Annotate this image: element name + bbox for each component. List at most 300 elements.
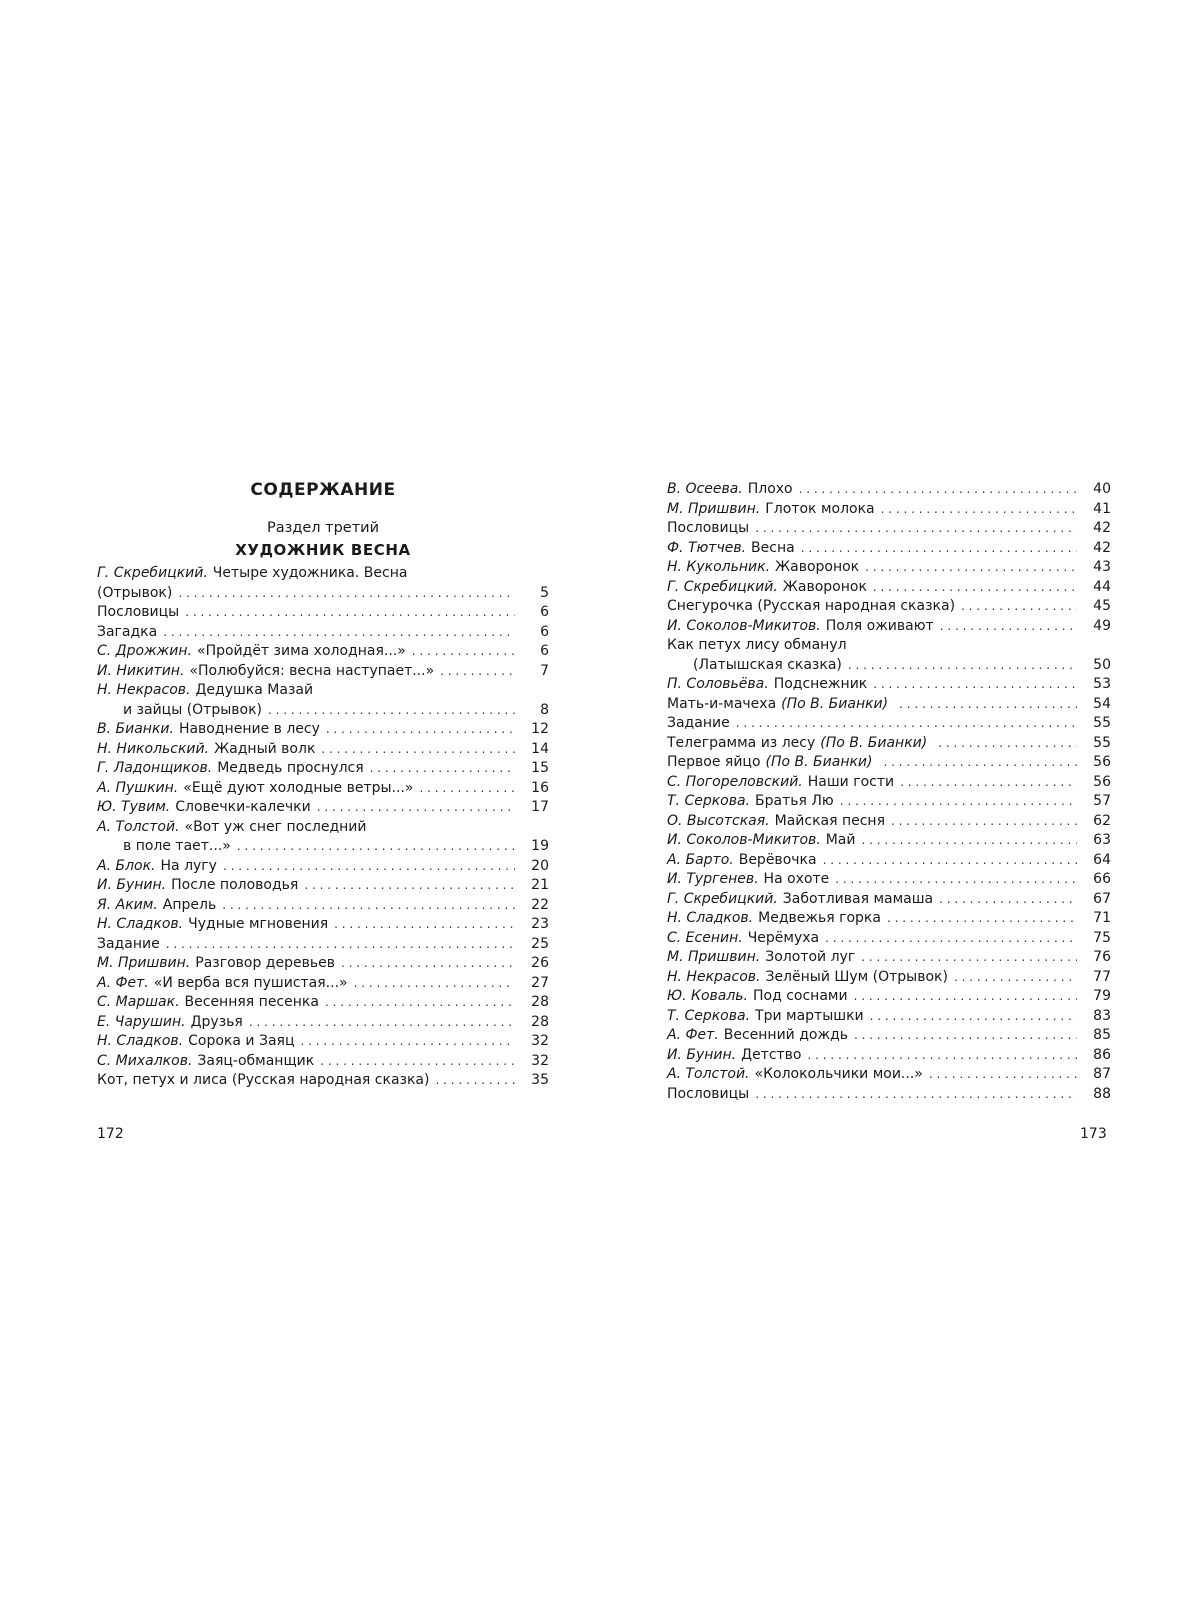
toc-entry-author: Т. Серкова.: [667, 793, 751, 809]
toc-entry-page: 54: [1093, 695, 1111, 712]
toc-entry-author: С. Погореловский.: [667, 773, 803, 790]
toc-entry: [97, 798, 549, 818]
toc-entry-page: 42: [1093, 520, 1111, 536]
toc-entry: [667, 851, 1111, 871]
toc-entry-title: Верёвочка: [738, 851, 817, 868]
toc-entry-title: После половодья: [171, 877, 299, 893]
toc-entry: [667, 1085, 1111, 1105]
toc-entry-page: 62: [1093, 812, 1111, 829]
toc-entry-author: Н. Некрасов.: [667, 968, 761, 985]
page-number-right: 173: [1080, 1126, 1107, 1142]
toc-entry-leader: [178, 584, 515, 604]
toc-entry-leader: [222, 896, 515, 916]
toc-entry-leader: [326, 720, 515, 740]
toc-entry-page: 17: [531, 799, 549, 815]
toc-entry-author: А. Толстой.: [97, 818, 180, 835]
toc-entry-line: [667, 831, 1111, 851]
toc-entry-page: 71: [1093, 910, 1111, 926]
toc-entry-line: [97, 818, 549, 838]
toc-entry-author: И. Соколов-Микитов.: [667, 617, 821, 634]
toc-entry: [97, 876, 549, 896]
toc-entry: [97, 662, 549, 682]
toc-entry-title: Наши гости: [807, 773, 895, 790]
toc-entry-title-cont: (Отрывок): [97, 584, 173, 601]
toc-entry-title: Под соснами: [753, 988, 848, 1004]
toc-entry-leader: [929, 1065, 1077, 1085]
toc-entry-title-note: (По В. Бианки): [781, 695, 889, 712]
toc-entry-line: [97, 974, 549, 994]
toc-entry-line: [667, 1085, 1111, 1105]
toc-entry: [667, 1065, 1111, 1085]
toc-entry-page: 63: [1093, 832, 1111, 848]
toc-entry-title: Как петух лису обманул: [667, 637, 847, 653]
toc-entry-author: Н. Сладков.: [97, 916, 184, 932]
toc-entry-author: Н. Сладков.: [667, 910, 754, 926]
toc-entry-title: Снегурочка (Русская народная сказка): [667, 598, 956, 614]
toc-entry-title: Подснежник: [773, 676, 868, 692]
toc-list-right: [667, 480, 1111, 1104]
toc-entry-leader: [317, 798, 515, 818]
toc-entry-author: А. Блок.: [97, 857, 156, 874]
toc-entry-line: [97, 701, 549, 721]
toc-entry-line: [667, 714, 1111, 734]
left-page: [97, 480, 549, 1091]
toc-entry: [97, 915, 549, 935]
toc-entry-title: Сорока и Заяц: [188, 1033, 295, 1049]
toc-entry-line: [97, 740, 549, 760]
toc-entry-title: Детство: [741, 1046, 802, 1063]
toc-entry: [97, 1052, 549, 1072]
toc-entry-page: 49: [1093, 617, 1111, 634]
toc-entry-leader: [440, 662, 515, 682]
toc-entry-line: [667, 870, 1111, 890]
toc-entry-leader: [223, 857, 515, 877]
toc-entry-line: [97, 896, 549, 916]
toc-entry-page: 45: [1093, 598, 1111, 614]
section-title: ХУДОЖНИК ВЕСНА: [235, 541, 411, 559]
toc-entry-author: Т. Серкова.: [667, 1007, 751, 1024]
toc-entry: [667, 597, 1111, 617]
toc-entry-title: Братья Лю: [755, 793, 834, 809]
toc-entry-page: 28: [531, 1013, 549, 1030]
toc-entry-title: Мать-и-мачеха: [667, 695, 777, 712]
toc-entry: [97, 603, 549, 623]
toc-entry: [97, 993, 549, 1013]
toc-entry-line: [97, 584, 549, 604]
toc-list-left: [97, 564, 549, 1091]
toc-entry-page: 23: [531, 916, 549, 932]
toc-entry-page: 85: [1093, 1027, 1111, 1043]
toc-entry-page: 88: [1093, 1085, 1111, 1102]
toc-entry-author: А. Толстой.: [667, 1066, 750, 1082]
toc-entry-leader: [887, 909, 1077, 929]
toc-entry-line: [667, 675, 1111, 695]
toc-entry: [667, 519, 1111, 539]
toc-entry-line: [667, 500, 1111, 520]
toc-entry-line: [667, 968, 1111, 988]
toc-entry-leader: [870, 1007, 1077, 1027]
toc-entry-leader: [865, 558, 1077, 578]
toc-entry-page: 55: [1093, 715, 1111, 731]
toc-entry-title: Кот, петух и лиса (Русская народная сказка): [97, 1072, 430, 1088]
toc-entry-title-note: (По В. Бианки): [765, 754, 873, 770]
toc-entry-line: [667, 617, 1111, 637]
toc-entry-author: И. Никитин.: [97, 662, 185, 679]
toc-entry-author: И. Бунин.: [667, 1046, 737, 1063]
toc-entry-title: Дедушка Мазай: [195, 682, 314, 698]
page-number-left: 172: [97, 1126, 124, 1142]
toc-entry-author: В. Осеева.: [667, 481, 743, 497]
toc-entry-page: 19: [531, 838, 549, 854]
toc-entry-line: [97, 1052, 549, 1072]
toc-entry-author: Ю. Коваль.: [667, 988, 748, 1004]
toc-entry: [667, 1026, 1111, 1046]
toc-entry-line: [667, 948, 1111, 968]
toc-entry-page: 56: [1093, 773, 1111, 790]
toc-entry-page: 57: [1093, 793, 1111, 809]
toc-entry-page: 20: [531, 857, 549, 874]
toc-entry-page: 56: [1093, 754, 1111, 770]
toc-entry-leader: [354, 974, 515, 994]
toc-entry-author: В. Бианки.: [97, 721, 174, 737]
toc-entry-leader: [320, 1052, 515, 1072]
toc-entry-author: Ф. Тютчев.: [667, 539, 747, 556]
toc-entry-title: Жаворонок: [775, 559, 860, 575]
toc-entry-author: Я. Аким.: [97, 896, 158, 913]
toc-entry-line: [667, 812, 1111, 832]
toc-entry-leader: [419, 779, 515, 799]
toc-entry-line: [97, 564, 549, 584]
toc-entry-title: Плохо: [747, 481, 793, 497]
toc-entry-title: Поля оживают: [825, 617, 934, 634]
toc-entry: [97, 720, 549, 740]
toc-entry-author: С. Михалков.: [97, 1052, 193, 1069]
toc-entry-leader: [861, 948, 1077, 968]
toc-entry-author: С. Есенин.: [667, 929, 743, 946]
toc-entry: [97, 623, 549, 643]
toc-entry-title: Майская песня: [774, 812, 886, 829]
toc-entry-leader: [185, 603, 515, 623]
toc-entry-leader: [854, 987, 1077, 1007]
section-label: Раздел третий: [266, 520, 380, 536]
toc-entry-title: Три мартышки: [755, 1007, 864, 1024]
toc-entry-line: [667, 890, 1111, 910]
toc-entry-title: Задание: [667, 715, 730, 731]
toc-entry-page: 6: [540, 643, 549, 659]
toc-entry-line: [667, 929, 1111, 949]
toc-entry-title: Словечки-калечки: [175, 799, 311, 815]
toc-entry: [667, 812, 1111, 832]
toc-entry-author: А. Пушкин.: [97, 779, 179, 796]
toc-entry-leader: [166, 935, 515, 955]
toc-entry-page: 35: [531, 1072, 549, 1088]
toc-entry-title: «Вот уж снег последний: [184, 818, 367, 835]
toc-entry-leader: [884, 753, 1078, 773]
toc-entry-line: [667, 1026, 1111, 1046]
toc-entry: [667, 968, 1111, 988]
toc-entry-page: 83: [1093, 1007, 1111, 1024]
toc-entry-line: [667, 773, 1111, 793]
toc-entry-page: 77: [1093, 968, 1111, 985]
toc-entry-author: М. Пришвин.: [667, 500, 761, 517]
toc-entry-leader: [861, 831, 1077, 851]
toc-entry-page: 25: [531, 935, 549, 952]
toc-entry-title: «И верба вся пушистая...»: [153, 974, 348, 991]
toc-entry-title: «Пройдёт зима холодная...»: [197, 643, 406, 659]
toc-entry-page: 87: [1093, 1066, 1111, 1082]
toc-entry-title: Весна: [751, 539, 795, 556]
toc-entry-title: «Полюбуйся: весна наступает...»: [189, 662, 435, 679]
toc-entry-page: 79: [1093, 988, 1111, 1004]
toc-entry-line: [667, 851, 1111, 871]
toc-entry-page: 32: [531, 1033, 549, 1049]
toc-entry-page: 53: [1093, 676, 1111, 692]
toc-entry-line: [667, 558, 1111, 578]
toc-entry-page: 15: [531, 760, 549, 776]
toc-entry: [667, 578, 1111, 598]
toc-entry-line: [97, 681, 549, 701]
toc-entry: [667, 539, 1111, 559]
toc-entry-title: Пословицы: [667, 1085, 750, 1102]
toc-entry-title: Глоток молока: [765, 500, 875, 517]
toc-entry: [667, 1007, 1111, 1027]
toc-entry-title: Телеграмма из лесу: [667, 734, 816, 751]
toc-entry-leader: [881, 500, 1077, 520]
toc-entry-line: [97, 759, 549, 779]
toc-entry: [97, 779, 549, 799]
toc-entry-title-cont: (Латышская сказка): [693, 656, 842, 673]
toc-entry-leader: [435, 1071, 515, 1091]
toc-entry-leader: [755, 1085, 1077, 1105]
toc-entry-author: М. Пришвин.: [97, 955, 191, 971]
toc-entry: [667, 480, 1111, 500]
toc-entry-line: [667, 792, 1111, 812]
toc-entry-author: С. Маршак.: [97, 994, 180, 1010]
toc-entry-page: 76: [1093, 949, 1111, 965]
toc-entry-author: А. Фет.: [97, 974, 149, 991]
toc-entry: [97, 1071, 549, 1091]
toc-entry-page: 86: [1093, 1046, 1111, 1063]
toc-entry-title: Май: [825, 832, 856, 848]
toc-entry-page: 64: [1093, 851, 1111, 868]
toc-entry-line: [97, 993, 549, 1013]
toc-entry-line: [667, 753, 1111, 773]
toc-entry: [97, 759, 549, 779]
toc-entry-leader: [873, 675, 1077, 695]
toc-entry-line: [97, 1071, 549, 1091]
toc-entry-line: [667, 636, 1111, 656]
toc-entry-page: 16: [531, 779, 549, 796]
toc-entry-line: [667, 987, 1111, 1007]
toc-entry-author: С. Дрожжин.: [97, 643, 192, 659]
toc-entry-line: [97, 1032, 549, 1052]
toc-entry-author: Н. Никольский.: [97, 740, 210, 757]
toc-entry: [667, 675, 1111, 695]
toc-entry-author: Ю. Тувим.: [97, 799, 171, 815]
toc-entry: [667, 734, 1111, 754]
toc-entry-page: 66: [1093, 871, 1111, 887]
toc-entry-line: [97, 642, 549, 662]
toc-entry-leader: [938, 734, 1077, 754]
toc-entry-title: Жаворонок: [782, 578, 867, 595]
toc-entry: [97, 564, 549, 603]
toc-entry-page: 28: [531, 994, 549, 1010]
toc-entry-author: П. Соловьёва.: [667, 676, 769, 692]
toc-entry-page: 6: [540, 623, 549, 640]
toc-entry-line: [667, 656, 1111, 676]
toc-entry-leader: [300, 1032, 515, 1052]
toc-entry-leader: [321, 740, 515, 760]
toc-entry-leader: [835, 870, 1077, 890]
toc-entry-page: 21: [531, 877, 549, 893]
toc-entry-title: Зелёный Шум (Отрывок): [765, 968, 948, 985]
toc-entry-page: 6: [540, 604, 549, 620]
toc-entry-title: «Ещё дуют холодные ветры...»: [183, 779, 414, 796]
toc-entry-page: 7: [540, 662, 549, 679]
toc-entry-title-cont: в поле тает...»: [123, 838, 231, 854]
toc-entry-page: 8: [540, 701, 549, 718]
toc-entry: [667, 929, 1111, 949]
toc-entry-leader: [268, 701, 515, 721]
toc-entry-line: [97, 954, 549, 974]
toc-entry-title: Жадный волк: [214, 740, 316, 757]
toc-entry-leader: [961, 597, 1077, 617]
toc-entry-title: Задание: [97, 935, 160, 952]
toc-entry-leader: [900, 773, 1077, 793]
toc-entry-page: 43: [1093, 559, 1111, 575]
toc-entry-leader: [939, 890, 1077, 910]
toc-entry-line: [97, 623, 549, 643]
toc-entry-author: Н. Сладков.: [97, 1033, 184, 1049]
toc-entry: [97, 1032, 549, 1052]
toc-entry: [667, 890, 1111, 910]
toc-entry-line: [97, 915, 549, 935]
toc-entry-leader: [237, 837, 515, 857]
toc-entry-title: Пословицы: [667, 520, 750, 536]
toc-entry-line: [667, 1046, 1111, 1066]
toc-entry-author: И. Соколов-Микитов.: [667, 832, 821, 848]
toc-entry-leader: [801, 539, 1077, 559]
toc-entry-leader: [808, 1046, 1078, 1066]
toc-entry-page: 55: [1093, 734, 1111, 751]
toc-entry: [667, 500, 1111, 520]
contents-heading: СОДЕРЖАНИЕ: [250, 480, 396, 500]
toc-entry: [97, 954, 549, 974]
toc-entry-page: 26: [531, 955, 549, 971]
toc-entry: [97, 681, 549, 720]
toc-entry: [667, 558, 1111, 578]
toc-entry-author: Г. Скребицкий.: [97, 565, 208, 581]
toc-entry-title: Медведь проснулся: [217, 760, 364, 776]
toc-entry-title: «Колокольчики мои...»: [754, 1066, 923, 1082]
toc-entry: [97, 896, 549, 916]
toc-entry: [97, 740, 549, 760]
toc-entry: [97, 1013, 549, 1033]
toc-entry-page: 44: [1093, 578, 1111, 595]
toc-entry-title: Заботливая мамаша: [782, 890, 934, 907]
toc-entry-leader: [954, 968, 1077, 988]
toc-entry-line: [667, 1065, 1111, 1085]
toc-entry-author: И. Бунин.: [97, 877, 167, 893]
toc-entry-leader: [249, 1013, 515, 1033]
toc-entry-page: 5: [540, 584, 549, 601]
toc-entry-title: Медвежья горка: [758, 910, 881, 926]
toc-entry-leader: [848, 656, 1077, 676]
toc-entry-author: М. Пришвин.: [667, 949, 761, 965]
toc-entry-line: [97, 603, 549, 623]
toc-entry-line: [667, 1007, 1111, 1027]
toc-entry: [667, 636, 1111, 675]
toc-entry-title: Друзья: [190, 1013, 243, 1030]
toc-entry-leader: [412, 642, 515, 662]
toc-entry-page: 40: [1093, 481, 1111, 497]
toc-entry: [97, 974, 549, 994]
toc-entry-line: [97, 837, 549, 857]
toc-entry: [667, 1046, 1111, 1066]
toc-entry-line: [667, 519, 1111, 539]
toc-entry-page: 32: [531, 1052, 549, 1069]
toc-entry-title: Пословицы: [97, 604, 180, 620]
toc-entry: [97, 642, 549, 662]
toc-entry-line: [667, 539, 1111, 559]
toc-entry-page: 50: [1093, 656, 1111, 673]
toc-entry-author: Г. Скребицкий.: [667, 890, 778, 907]
toc-entry-page: 75: [1093, 929, 1111, 946]
toc-entry-line: [667, 597, 1111, 617]
toc-entry-title: Чудные мгновения: [188, 916, 329, 932]
toc-entry-line: [667, 480, 1111, 500]
toc-entry-title: Апрель: [162, 896, 217, 913]
toc-entry-line: [667, 909, 1111, 929]
toc-entry: [667, 792, 1111, 812]
toc-entry-leader: [163, 623, 515, 643]
toc-entry-leader: [854, 1026, 1077, 1046]
toc-entry-author: А. Барто.: [667, 851, 734, 868]
toc-entry-leader: [823, 851, 1077, 871]
toc-entry-leader: [825, 929, 1077, 949]
toc-entry-leader: [736, 714, 1077, 734]
toc-entry-leader: [891, 812, 1077, 832]
toc-entry-page: 27: [531, 974, 549, 991]
toc-entry-line: [97, 779, 549, 799]
toc-entry-title: Заяц-обманщик: [197, 1052, 315, 1069]
toc-entry-title: Наводнение в лесу: [178, 721, 320, 737]
toc-entry-leader: [325, 993, 515, 1013]
toc-entry-title: Весенний дождь: [723, 1027, 849, 1043]
toc-entry-line: [97, 662, 549, 682]
toc-entry-leader: [899, 695, 1077, 715]
toc-entry: [667, 909, 1111, 929]
toc-entry-title-note: (По В. Бианки): [820, 734, 928, 751]
toc-entry-line: [97, 720, 549, 740]
toc-entry-leader: [873, 578, 1077, 598]
toc-entry-author: А. Фет.: [667, 1027, 719, 1043]
toc-entry-author: Е. Чарушин.: [97, 1013, 186, 1030]
toc-entry-leader: [840, 792, 1077, 812]
toc-entry: [667, 831, 1111, 851]
toc-entry-leader: [341, 954, 515, 974]
toc-entry-author: Г. Ладонщиков.: [97, 760, 213, 776]
toc-entry-title: Четыре художника. Весна: [212, 565, 408, 581]
toc-entry-line: [667, 695, 1111, 715]
toc-entry-page: 14: [531, 740, 549, 757]
toc-entry: [97, 818, 549, 857]
toc-entry-title: Весенняя песенка: [184, 994, 319, 1010]
toc-entry-author: Г. Скребицкий.: [667, 578, 778, 595]
toc-entry-page: 67: [1093, 890, 1111, 907]
toc-entry: [667, 948, 1111, 968]
toc-entry-line: [97, 1013, 549, 1033]
